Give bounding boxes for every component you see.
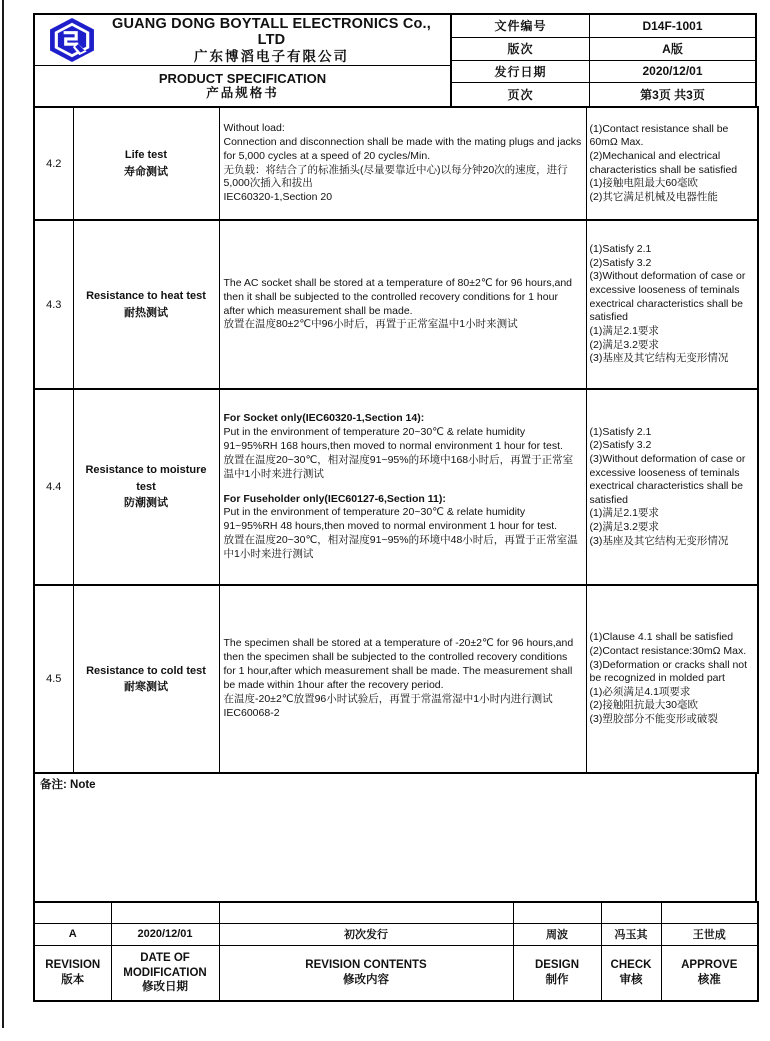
- revision-header: REVISION 版本: [34, 945, 111, 1001]
- test-name-en: Resistance to moisture test: [85, 464, 207, 493]
- document-title-en: PRODUCT SPECIFICATION: [158, 70, 327, 86]
- test-name-cn: 耐寒测试: [124, 681, 168, 693]
- date-header: DATE OF MODIFICATION 修改日期: [111, 945, 219, 1001]
- document-page: [33, 13, 757, 1002]
- doc-number-value: D14F-1001: [642, 18, 703, 33]
- test-name: [73, 585, 219, 773]
- company-name-en: GUANG DONG BOYTALL ELECTRONICS Co., LTD: [111, 15, 432, 49]
- test-row: [34, 107, 758, 220]
- header-left: [35, 15, 452, 106]
- issue-date-value: 2020/12/01: [642, 64, 703, 79]
- revision-header-row: [34, 945, 758, 1001]
- revision-empty-row: [34, 902, 758, 923]
- spec-table: [33, 106, 759, 774]
- test-name-en: Life test: [124, 149, 168, 161]
- company-box: [35, 15, 450, 66]
- revision-table: [33, 901, 759, 1002]
- info-row-version: [452, 38, 755, 61]
- note-label: 备注: Note: [40, 779, 96, 791]
- revision-design: 周波: [513, 923, 601, 945]
- info-row-doc-number: [452, 15, 755, 38]
- note-section: [33, 772, 757, 903]
- test-description: The specimen shall be stored at a temperature of -20±2℃ for 96 hours,and then the specimen shall be subjected to the controlled recovery conditions for 1 hour,after which measurement shall be made. The measurement shall be made within 1hour after the recovery period. 在温度-20±2℃放置96小时试验后，再置于常温常湿中1小时内进行测试 IEC60068-2: [219, 585, 586, 773]
- test-name-cn: 防潮测试: [124, 497, 168, 510]
- test-name: [73, 220, 219, 389]
- test-description: Without load: Connection and disconnection shall be made with the mating plugs and jacks for 5,000 cycles at a speed of 20 cycles/Min. 无负载：将结合了的标准插头(尽量要靠近中心)以每分钟20次的速度，进行5,000次插入和拔出 IEC60320-1,Section 20: [219, 107, 586, 220]
- test-number: 4.4: [34, 389, 73, 585]
- test-description: The AC socket shall be stored at a temperature of 80±2℃ for 96 hours,and then it shall be subjected to the controlled recovery conditions for 1 hour after which measurement shall be made. 放置在温度80±2℃中96小时后，再置于正常室温中1小时来测试: [219, 220, 586, 389]
- check-header: CHECK 审核: [601, 945, 661, 1001]
- company-name: [99, 16, 444, 65]
- test-name-en: Resistance to heat test: [86, 290, 206, 302]
- test-description: For Socket only(IEC60320-1,Section 14): Put in the environment of temperature 20~30℃ & relate humidity 91~95%RH 168 hours,then moved to normal environment 1 hour for test. 放置在温度20~30℃，相对湿度91~95%的环境中168小时后，再置于正常室温中1小时来进行测试 For Fuseholder only(IEC60127-6,Section 11): Put in the environment of temperature 20~30℃ & relate humidity 91~95%RH 48 hours,then moved to normal environment 1 hour for test. 放置在温度20~30℃，相对湿度91~95%的环境中48小时后，再置于正常室温中1小时来进行测试: [219, 389, 586, 585]
- revision-date: 2020/12/01: [111, 923, 219, 945]
- test-name-cn: 耐热测试: [124, 306, 168, 319]
- revision-approve: 王世成: [661, 923, 758, 945]
- test-requirements: (1)Contact resistance shall be 60mΩ Max. (2)Mechanical and electrical characteristics shall be satisfied (1)接触电阻最大60毫欧 (2)其它满足机械及电器性能: [586, 107, 758, 220]
- test-number: 4.5: [34, 585, 73, 773]
- test-requirements: (1)Satisfy 2.1 (2)Satisfy 3.2 (3)Without deformation of case or excessive looseness of teminals exectrical characteristics shall be satisfied (1)满足2.1要求 (2)满足3.2要求 (3)基座及其它结构无变形情况: [586, 220, 758, 389]
- contents-header: REVISION CONTENTS 修改内容: [219, 945, 513, 1001]
- test-row: [34, 389, 758, 585]
- page-label: 页次: [452, 83, 590, 106]
- doc-number-label: 文件编号: [452, 15, 590, 37]
- version-label: 版次: [452, 38, 590, 60]
- test-name-en: Resistance to cold test: [86, 664, 206, 677]
- document-title: [35, 66, 450, 106]
- revision-check: 冯玉其: [601, 923, 661, 945]
- page-value: 第3页 共3页: [640, 88, 705, 103]
- test-number: 4.2: [34, 107, 73, 220]
- page-left-edge-line: [2, 0, 4, 1028]
- info-row-page: [452, 83, 755, 106]
- document-title-cn: 产品规格书: [206, 86, 279, 101]
- test-name: [73, 389, 219, 585]
- revision-letter: A: [34, 923, 111, 945]
- company-name-cn: 广东博滔电子有限公司: [194, 48, 349, 64]
- revision-contents: 初次发行: [219, 923, 513, 945]
- test-requirements: (1)Satisfy 2.1 (2)Satisfy 3.2 (3)Without deformation of case or excessive looseness of teminals exectrical characteristics shall be satisfied (1)满足2.1要求 (2)满足3.2要求 (3)基座及其它结构无变形情况: [586, 389, 758, 585]
- test-requirements: (1)Clause 4.1 shall be satisfied (2)Contact resistance:30mΩ Max. (3)Deformation or cracks shall not be recognized in molded part (1)必须满足4.1项要求 (2)接触阻抗最大30毫欧 (3)塑胶部分不能变形或破裂: [586, 585, 758, 773]
- info-row-issue-date: [452, 61, 755, 84]
- issue-date-label: 发行日期: [452, 61, 590, 83]
- test-name-cn: 寿命测试: [124, 165, 168, 178]
- version-value: A版: [662, 42, 683, 57]
- design-header: DESIGN 制作: [513, 945, 601, 1001]
- revision-data-row: [34, 923, 758, 945]
- approve-header: APPROVE 核准: [661, 945, 758, 1001]
- test-number: 4.3: [34, 220, 73, 389]
- document-header: [33, 13, 757, 108]
- test-row: [34, 585, 758, 773]
- test-name: [73, 107, 219, 220]
- company-logo-icon: [45, 17, 99, 63]
- test-row: [34, 220, 758, 389]
- document-info-table: [452, 15, 755, 106]
